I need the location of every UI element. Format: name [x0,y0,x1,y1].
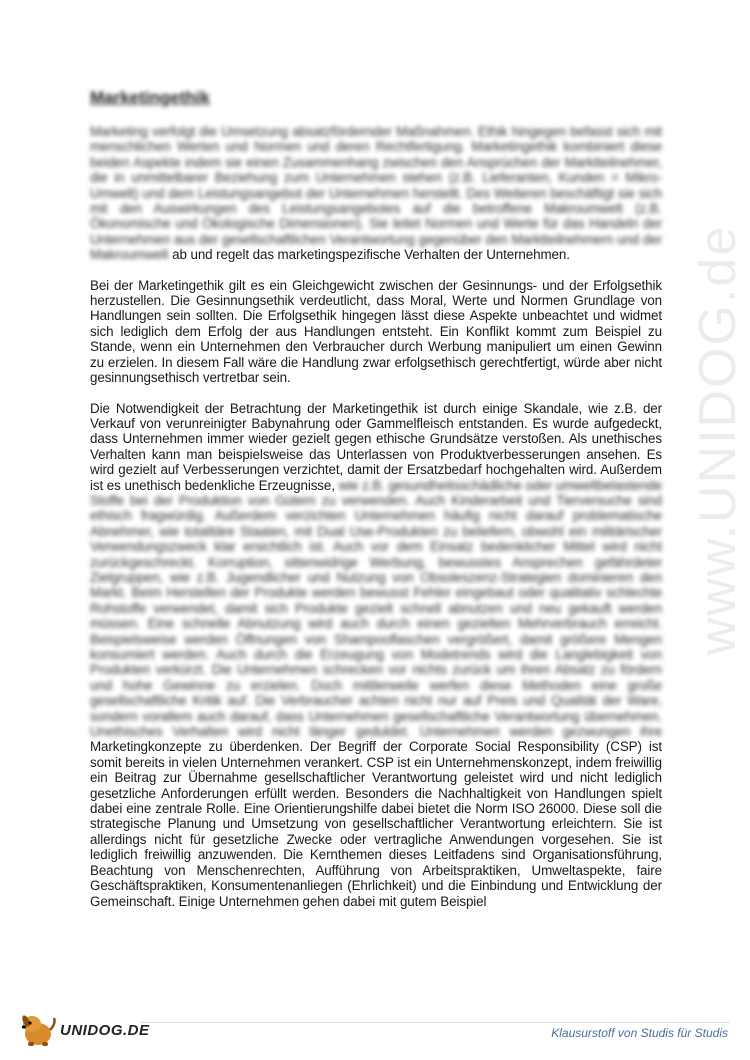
dog-mascot-icon [18,1012,56,1048]
footer-divider [140,1022,730,1023]
paragraph-3 [90,401,662,909]
watermark: www.UNIDOG.de [689,224,747,656]
document-body [90,124,662,909]
blurred-text: Marketing verfolgt die Umsetzung absatzfördernder Maßnahmen. Ethik hingegen befasst sich mit menschlichen Werten und Normen und deren Rechtfertigung. Marketingethik kombiniert diese beiden Aspekte indem sie einen Zusammenhang zwischen den Ansprüchen der Marktteilnehmer, die in unmittelbarer Beziehung zum Unternehmen stehen (z.B. Lieferanten, Kunden = Mikro-Umwelt) und dem Leistungsangebot der Unternehmen herstellt. Des Weiteren beschäftigt sie sich mit den Auswirkungen des Leistungsangebotes auf die betroffene Makroumwelt (z.B. Ökonomische und Ökologische Dimensionen). Sie leitet Normen und Werte für das Handeln der Unternehmen aus der gesellschaftlichen Verantwortung gegenüber den Marktteilnehmern und der Makroumwelt [90,124,662,263]
document-title: Marketingethik [90,88,210,107]
visible-text: ab und regelt das marketingspezifische Verhalten der Unternehmen. [172,247,570,263]
paragraph-2: Bei der Marketingethik gilt es ein Gleichgewicht zwischen der Gesinnungs- und der Erfolgsethik herzustellen. Die Gesinnungsethik verdeutlicht, dass Moral, Werte und Normen Grundlage von Handlungen sein sollten. Die Erfolgsethik hingegen lässt diese Aspekte unbeachtet und widmet sich lediglich dem Erfolg der aus Handlungen entsteht. Ein Konflikt kommt zum Beispiel zu Stande, wenn ein Unternehmen den Verbraucher durch Werbung manipuliert um einen Gewinn zu erzielen. In diesem Fall wäre die Handlung zwar erfolgsethisch gerechtfertigt, würde aber nicht gesinnungsethisch vertretbar sein. [90,277,662,386]
visible-text: Die Notwendigkeit der Betrachtung der Marketingethik ist durch einige Skandale, wie z.B. der Verkauf von verunreinigter Babynahrung oder Gammelfleisch entstanden. Es wurde aufgedeckt, dass Unternehmen immer wieder gezielt gegen ethische Grundsätze verstoßen. Als unethisches Verhalten kann man beispielsweise das Unterlassen von Produktverbesserungen ansehen. Es wird gezielt auf Verbesserungen verzichtet, damit der Ersatzbedarf hochgehalten wird. Außerdem ist es unethisch bedenkliche Erzeugnisse, [90,400,662,493]
blurred-text: wie z.B. gesundheitsschädliche oder umweltbelastende Stoffe bei der Produktion von Gütern zu verwenden. Auch Kinderarbeit und Tierversuche sind ethisch fragwürdig. Außerdem verzichten Unternehmen häufig nicht darauf problematische Abnehmer, wie totalitäre Staaten, mit Dual Use-Produkten zu beliefern, obwohl ein militärischer Verwendungszweck klar ersichtlich ist. Auch vor dem Einsatz bedenklicher Mittel wird nicht zurückgeschreckt. Korruption, sittenwidrige Werbung, bewusstes Ansprechen gefährdeter Zielgruppen, wie z.B. Jugendlicher und Nutzung von Obsoleszenz-Strategien dominieren den Markt. Beim Herstellen der Produkte werden bewusst Fehler eingebaut oder qualitativ schlechte Rohstoffe verwendet, damit sich Produkte gezielt schnell abnutzen und neu gekauft werden müssen. Eine schnelle Abnutzung wird auch durch einen gezielten Mehrverbrauch erreicht. Beispielsweise werden Öffnungen von Shampooflaschen vergrößert, damit größere Mengen konsumiert werden. Auch durch die Erzeugung von Modetrends wird die Langlebigkeit von Produkten verkürzt. Die Unternehmen schrecken vor nichts zurück um ihren Absatz zu fördern und hohe Gewinne zu erzielen. Doch mittlerweile werfen diese Methoden eine große gesellschaftliche Kritik auf. Die Verbraucher achten nicht nur auf Preis und Qualität der Ware, sondern vorallem auch darauf, dass Unternehmen gesellschaftliche Verantwortung übernehmen. Unethisches Verhalten wird nicht länger geduldet. Unternehmen werden gezwungen ihre [90,477,662,740]
paragraph-1 [90,124,662,263]
visible-text: Marketingkonzepte zu überdenken. Der Begriff der Corporate Social Responsibility (CSP) ist somit bereits in vielen Unternehmen verankert. CSP ist ein Unternehmenskonzept, indem freiwillig ein Beitrag zur Übernahme gesellschaftlicher Verantwortung geleistet wird und nicht lediglich gesetzliche Anforderungen erfüllt werden. Besonders die Nachhaltigkeit von Handlungen spielt dabei eine zentrale Rolle. Eine Orientierungshilfe dabei bietet die Norm ISO 26000. Diese soll die strategische Planung und Umsetzung von gesellschaftlicher Verantwortung erleichtern. Sie ist allerdings nicht für gesetzliche Zwecke oder vertragliche Anwendungen vorgesehen. Sie ist lediglich freiwillig anzuwenden. Die Kernthemen dieses Leitfadens sind Organisationsführung, Beachtung von Menschenrechten, Aufführung von Arbeitspraktiken, Umweltaspekte, faire Geschäftspraktiken, Konsumentenanliegen (Ehrlichkeit) und die Einbindung und Entwicklung der Gemeinschaft. Einige Unternehmen gehen dabei mit gutem Beispiel [90,739,662,909]
footer-tagline: Klausurstoff von Studis für Studis [551,1026,728,1040]
unidog-logo [18,1012,150,1048]
logo-text: UNIDOG.DE [60,1021,150,1039]
